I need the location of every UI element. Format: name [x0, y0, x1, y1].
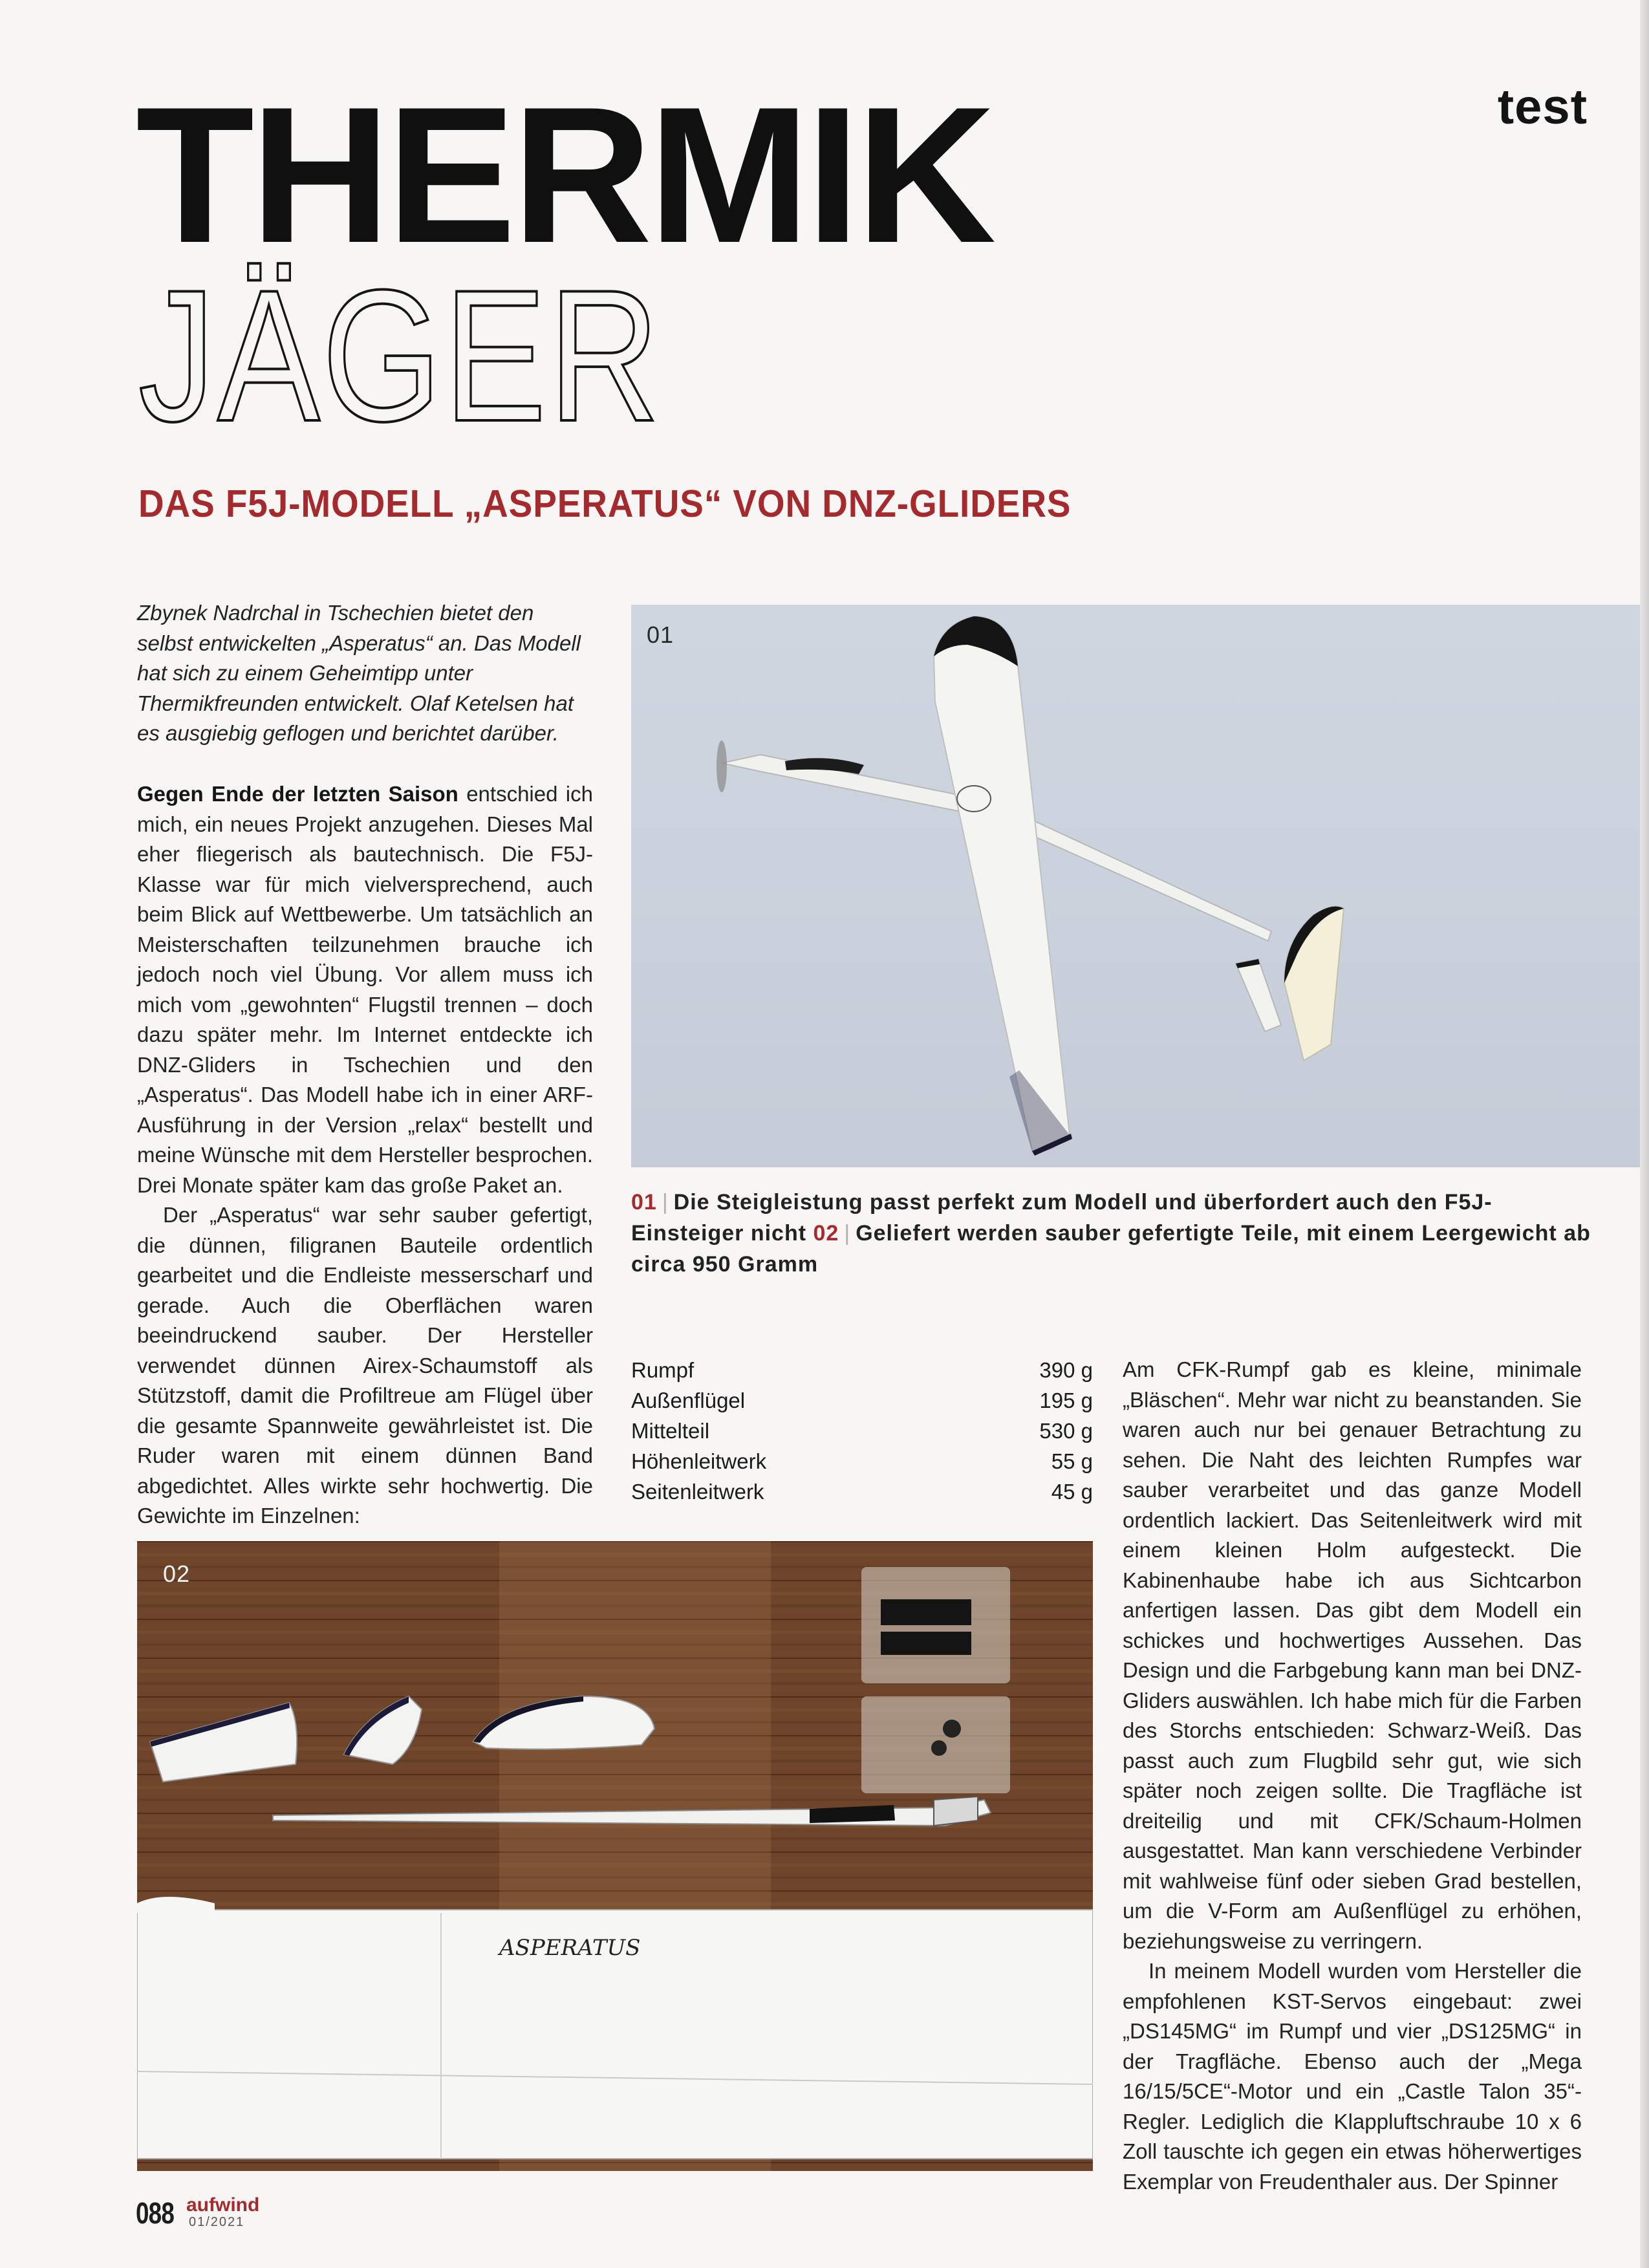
title-line-1: THERMIK — [136, 66, 993, 283]
caption-number-2: 02 — [813, 1221, 839, 1246]
caption-text-1: Die Steigleistung passt perfekt zum Modell und überfordert auch den F5J-Einsteiger nicht — [631, 1190, 1493, 1246]
title-line-2: JÄGER — [138, 251, 662, 460]
body-text: entschied ich mich, ein neues Projekt anzugehen. Dieses Mal eher fliegerisch als bautechnisch. Die F5J-Klasse war für mich vielversprechend, auch beim Blick auf Wettbewerbe. Um tatsächlich an Meisterschaften teilzunehmen brauche ich jedoch noch viel Übung. Vor allem muss ich mich vom „gewohnten“ Flugstil trennen – doch dazu später mehr. Im Internet entdeckte ich DNZ-Gliders in Tschechien und den „Asperatus“. Das Modell habe ich in einer ARF-Ausführung in der Version „relax“ bestellt und meine Wünsche mit dem Hersteller besprochen. Drei Monate später kam das große Paket an. — [137, 782, 593, 1197]
subtitle: DAS F5J-MODELL „ASPERATUS“ VON DNZ-GLIDERS — [138, 482, 1072, 525]
weight-value: 530 g — [1039, 1419, 1093, 1443]
body-column-1 — [137, 779, 593, 1531]
caption-text-2: Geliefert werden sauber gefertigte Teile, mit einem Leergewicht ab circa 950 Gramm — [631, 1221, 1591, 1277]
weight-part: Seitenleitwerk — [631, 1480, 764, 1504]
weight-part: Außenflügel — [631, 1388, 746, 1412]
photo-glider-in-flight — [631, 605, 1649, 1167]
issue-number: 01/2021 — [189, 2215, 245, 2229]
caption-separator: | — [662, 1190, 669, 1215]
body-paragraph: Am CFK-Rumpf gab es kleine, minimale „Bläschen“. Mehr war nicht zu beanstanden. Sie waren auch nur bei genauer Betrachtung zu sehen. Die Naht des leichten Rumpfes war sauber verarbeitet und das ganze Modell ordentlich lackiert. Das Seitenleitwerk wird mit einem kleinen Holm aufgesteckt. Die Kabinenhaube habe ich aus Sichtcarbon anfertigen lassen. Das gibt dem Modell ein schickes und hochwertiges Aussehen. Das Design und die Farbgebung kann man bei DNZ-Gliders auswählen. Ich habe mich für die Farben des Storchs entschieden: Schwarz-Weiß. Das passt auch zum Flugbild sehr gut, wie sich später noch zeigen sollte. Die Tragfläche ist dreiteilig und mit CFK/Schaum-Holmen ausgestattet. Man kann verschiedene Verbinder mit wahlweise fünf oder sieben Grad bestellen, um die V-Form am Außenflügel zu erhöhen, beziehungsweise zu verringern. — [1123, 1357, 1582, 1953]
photo-model-parts — [137, 1541, 1093, 2171]
weight-row — [631, 1446, 1093, 1476]
model-parts-illustration — [137, 1541, 1093, 2171]
footer — [136, 2194, 260, 2230]
weight-value: 55 g — [1051, 1449, 1093, 1473]
page-number: 088 — [136, 2196, 174, 2230]
weights-table — [631, 1355, 1093, 1507]
asperatus-logo-text: ASPERATUS — [499, 1935, 641, 1961]
scan-edge-decoration — [1640, 0, 1649, 2268]
photo-caption — [631, 1187, 1601, 1280]
caption-separator: | — [844, 1221, 851, 1246]
weight-part: Höhenleitwerk — [631, 1449, 767, 1473]
lead-paragraph: Zbynek Nadrchal in Tschechien bietet den selbst entwickelten „Asperatus“ an. Das Modell hat sich zu einem Geheimtipp unter Thermikfreunden entwickelt. Olaf Ketelsen hat es ausgiebig geflogen und berichtet darüber. — [137, 601, 581, 745]
weight-value: 390 g — [1039, 1358, 1093, 1382]
photo-number: 01 — [647, 621, 674, 648]
body-lead-in: Gegen Ende der letzten Saison — [137, 782, 458, 806]
section-label: test — [1497, 80, 1588, 135]
weight-row — [631, 1416, 1093, 1446]
weight-row — [631, 1476, 1093, 1507]
body-column-3 — [1123, 1355, 1582, 2197]
weight-value: 195 g — [1039, 1388, 1093, 1412]
glider-flight-illustration — [631, 605, 1649, 1167]
weight-row — [631, 1385, 1093, 1416]
weight-part: Mittelteil — [631, 1419, 710, 1443]
body-paragraph — [137, 779, 593, 1200]
magazine-name: aufwind — [186, 2194, 260, 2216]
weight-part: Rumpf — [631, 1358, 695, 1382]
caption-number-1: 01 — [631, 1190, 657, 1215]
photo-number: 02 — [163, 1561, 191, 1587]
weight-row — [631, 1355, 1093, 1385]
weight-value: 45 g — [1051, 1480, 1093, 1504]
body-paragraph: In meinem Modell wurden vom Hersteller die empfohlenen KST-Servos eingebaut: zwei „DS145MG“ im Rumpf und vier „DS125MG“ in der Tragfläche. Ebenso auch der „Mega 16/15/5CE“-Motor und ein „Castle Talon 35“-Regler. Lediglich die Klappluftschraube 10 x 6 Zoll tauschte ich gegen ein etwas höherwertiges Exemplar von Freudenthaler aus. Der Spinner — [1123, 1959, 1582, 2194]
body-paragraph: Der „Asperatus“ war sehr sauber gefertigt, die dünnen, filigranen Bauteile ordentlich gearbeitet und die Endleiste messerscharf und gerade. Auch die Oberflächen waren beeindruckend sauber. Der Hersteller verwendet dünnen Airex-Schaumstoff als Stützstoff, damit die Profiltreue am Flügel über die gesamte Spannweite gewährleistet ist. Die Ruder waren mit einem dünnen Band abgedichtet. Alles wirkte sehr hochwertig. Die Gewichte im Einzelnen: — [137, 1203, 593, 1528]
